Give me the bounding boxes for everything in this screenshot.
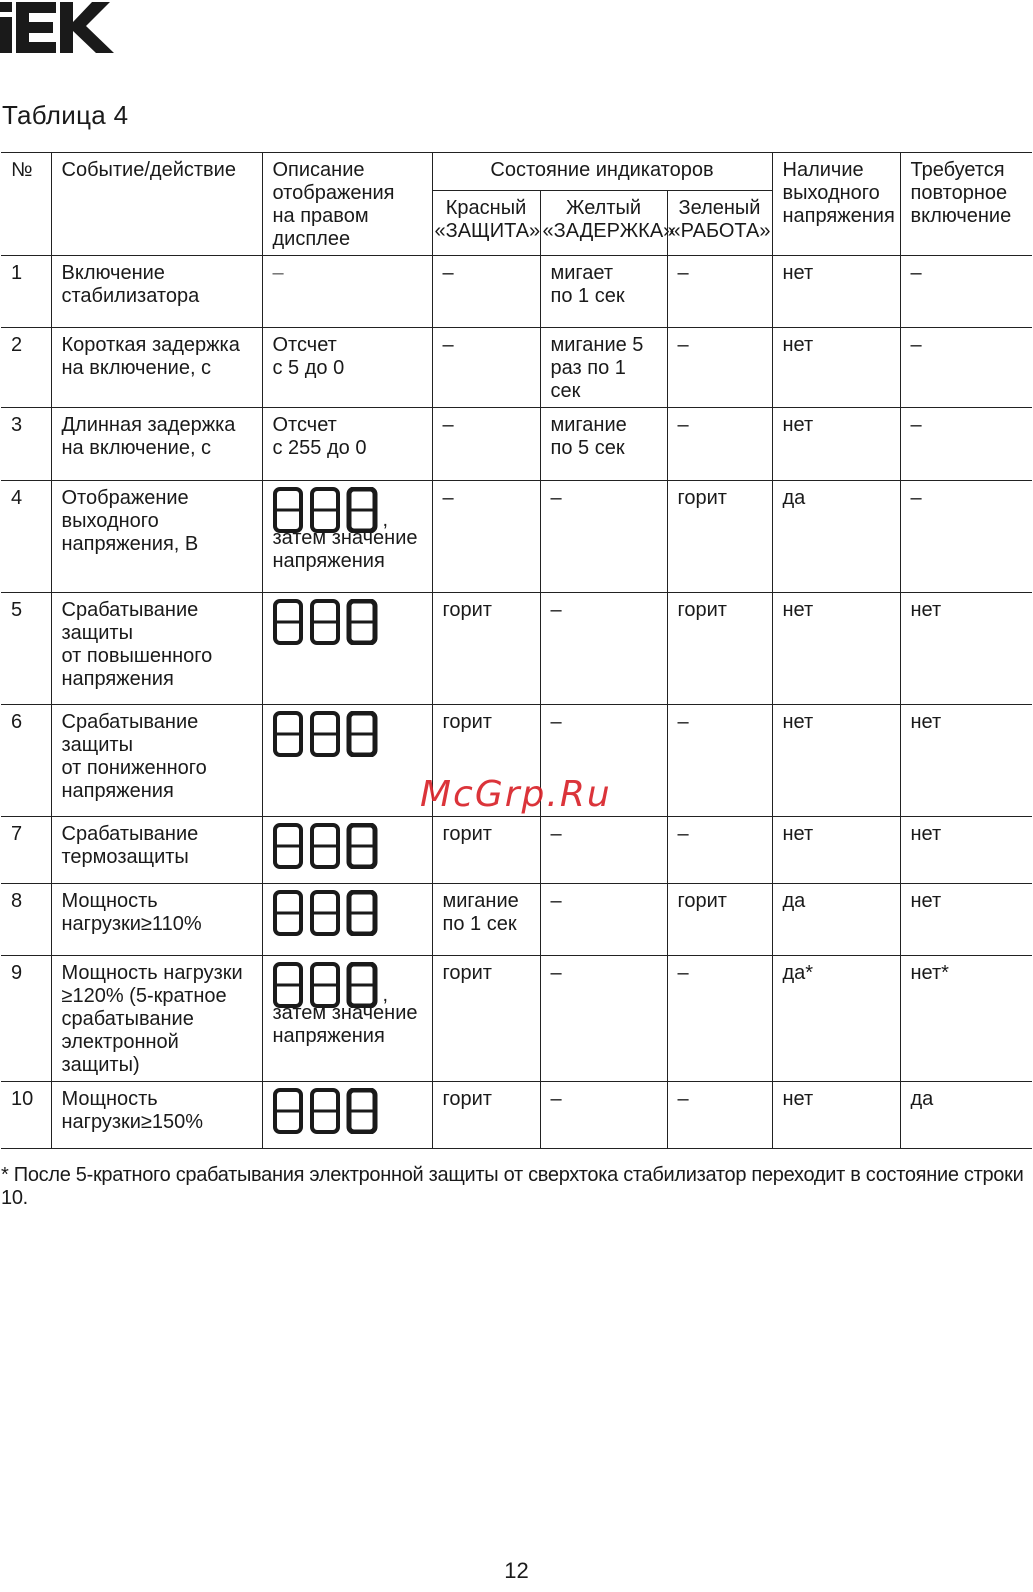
- cell-event: Мощность нагрузки≥150%: [51, 1082, 262, 1149]
- table-title: Таблица 4: [2, 100, 129, 130]
- cell-display: [262, 256, 432, 328]
- cell-output: нет: [772, 1082, 900, 1149]
- cell-red: –: [432, 481, 540, 593]
- seven-segment-display-icon: [273, 1088, 383, 1134]
- header-event: Событие/действие: [51, 153, 262, 256]
- cell-red: –: [432, 328, 540, 408]
- cell-green: –: [667, 328, 772, 408]
- comma: ,: [382, 509, 389, 531]
- table-row: [1, 328, 1032, 408]
- cell-num: 8: [1, 884, 51, 956]
- watermark: McGrp.Ru: [420, 774, 612, 815]
- iek-logo: [0, 0, 116, 56]
- cell-yellow: –: [540, 593, 667, 705]
- display-text: затем значение напряжения: [272, 527, 418, 572]
- header-display: Описание отображения на правом дисплее: [262, 153, 432, 256]
- cell-restart: –: [900, 328, 1032, 408]
- cell-red: горит: [432, 705, 540, 817]
- cell-yellow: мигает по 1 сек: [540, 256, 667, 328]
- cell-yellow: мигание по 5 сек: [540, 408, 667, 481]
- cell-restart: –: [900, 481, 1032, 593]
- cell-red: –: [432, 256, 540, 328]
- header-row: [1, 153, 1032, 191]
- table-row: [1, 481, 1032, 593]
- cell-red: мигание по 1 сек: [432, 884, 540, 956]
- cell-display: [262, 593, 432, 705]
- cell-num: 6: [1, 705, 51, 817]
- cell-red: горит: [432, 593, 540, 705]
- cell-num: 1: [1, 256, 51, 328]
- table-row: [1, 956, 1032, 1082]
- cell-green: –: [667, 956, 772, 1082]
- seven-segment-display-icon: [273, 823, 383, 869]
- cell-event: Отображение выходного напряжения, В: [51, 481, 262, 593]
- cell-yellow: –: [540, 817, 667, 884]
- cell-event: Короткая задержка на включение, с: [51, 328, 262, 408]
- cell-num: 9: [1, 956, 51, 1082]
- cell-green: –: [667, 1082, 772, 1149]
- cell-red: горит: [432, 956, 540, 1082]
- cell-green: горит: [667, 884, 772, 956]
- cell-restart: нет: [900, 817, 1032, 884]
- cell-event: Мощность нагрузки ≥120% (5-кратное срабатывание электронной защиты): [51, 956, 262, 1082]
- cell-num: 10: [1, 1082, 51, 1149]
- cell-output: нет: [772, 256, 900, 328]
- cell-yellow: мигание 5 раз по 1 сек: [540, 328, 667, 408]
- cell-restart: нет: [900, 884, 1032, 956]
- cell-yellow: –: [540, 956, 667, 1082]
- cell-display: [262, 705, 432, 817]
- cell-output: нет: [772, 593, 900, 705]
- cell-num: 5: [1, 593, 51, 705]
- cell-green: –: [667, 705, 772, 817]
- cell-display: [262, 817, 432, 884]
- table-row: [1, 256, 1032, 328]
- cell-event: Срабатывание термозащиты: [51, 817, 262, 884]
- table-row: [1, 1082, 1032, 1149]
- cell-red: горит: [432, 1082, 540, 1149]
- display-text: Отсчет с 5 до 0: [272, 334, 345, 379]
- cell-restart: нет: [900, 705, 1032, 817]
- header-indicators: Состояние индикаторов: [432, 153, 772, 191]
- cell-output: да: [772, 481, 900, 593]
- cell-restart: да: [900, 1082, 1032, 1149]
- display-text: Отсчет с 255 до 0: [272, 414, 367, 459]
- cell-green: –: [667, 256, 772, 328]
- cell-red: горит: [432, 817, 540, 884]
- cell-output: нет: [772, 705, 900, 817]
- cell-green: горит: [667, 481, 772, 593]
- cell-red: –: [432, 408, 540, 481]
- seven-segment-display-icon: [273, 599, 383, 645]
- header-restart: Требуется повторное включение: [900, 153, 1032, 256]
- header-yellow: Желтый «ЗАДЕРЖКА»: [540, 191, 667, 256]
- seven-segment-display-icon: [273, 890, 383, 936]
- cell-output: нет: [772, 817, 900, 884]
- cell-event: Срабатывание защиты от пониженного напряжения: [51, 705, 262, 817]
- cell-event: Длинная задержка на включение, с: [51, 408, 262, 481]
- cell-num: 4: [1, 481, 51, 593]
- seven-segment-display-icon: [273, 711, 383, 757]
- cell-restart: нет*: [900, 956, 1032, 1082]
- cell-display: [262, 408, 432, 481]
- cell-restart: –: [900, 408, 1032, 481]
- indicator-table: [1, 152, 1032, 1149]
- header-output: Наличие выходного напряжения: [772, 153, 900, 256]
- cell-event: Включение стабилизатора: [51, 256, 262, 328]
- cell-output: да: [772, 884, 900, 956]
- cell-display: [262, 481, 432, 593]
- cell-display: [262, 956, 432, 1082]
- header-green: Зеленый «РАБОТА»: [667, 191, 772, 256]
- cell-output: нет: [772, 328, 900, 408]
- page-number: 12: [504, 1558, 529, 1583]
- header-num: №: [1, 153, 51, 256]
- cell-display: [262, 884, 432, 956]
- comma: ,: [382, 984, 389, 1006]
- cell-yellow: –: [540, 1082, 667, 1149]
- cell-display: [262, 328, 432, 408]
- cell-green: –: [667, 408, 772, 481]
- cell-restart: –: [900, 256, 1032, 328]
- cell-output: да*: [772, 956, 900, 1082]
- cell-output: нет: [772, 408, 900, 481]
- cell-yellow: –: [540, 705, 667, 817]
- table-row: [1, 593, 1032, 705]
- cell-num: 3: [1, 408, 51, 481]
- table-row: [1, 408, 1032, 481]
- display-text: –: [272, 262, 284, 284]
- footnote: * После 5-кратного срабатывания электронной защиты от сверхтока стабилизатор переходит в состояние строки 10.: [1, 1164, 1024, 1209]
- table-row: [1, 817, 1032, 884]
- cell-yellow: –: [540, 884, 667, 956]
- cell-event: Мощность нагрузки≥110%: [51, 884, 262, 956]
- table-row: [1, 884, 1032, 956]
- cell-event: Срабатывание защиты от повышенного напряжения: [51, 593, 262, 705]
- cell-restart: нет: [900, 593, 1032, 705]
- cell-green: горит: [667, 593, 772, 705]
- display-text: затем значение напряжения: [272, 1002, 418, 1047]
- cell-yellow: –: [540, 481, 667, 593]
- header-red: Красный «ЗАЩИТА»: [432, 191, 540, 256]
- cell-num: 7: [1, 817, 51, 884]
- cell-display: [262, 1082, 432, 1149]
- cell-green: –: [667, 817, 772, 884]
- cell-num: 2: [1, 328, 51, 408]
